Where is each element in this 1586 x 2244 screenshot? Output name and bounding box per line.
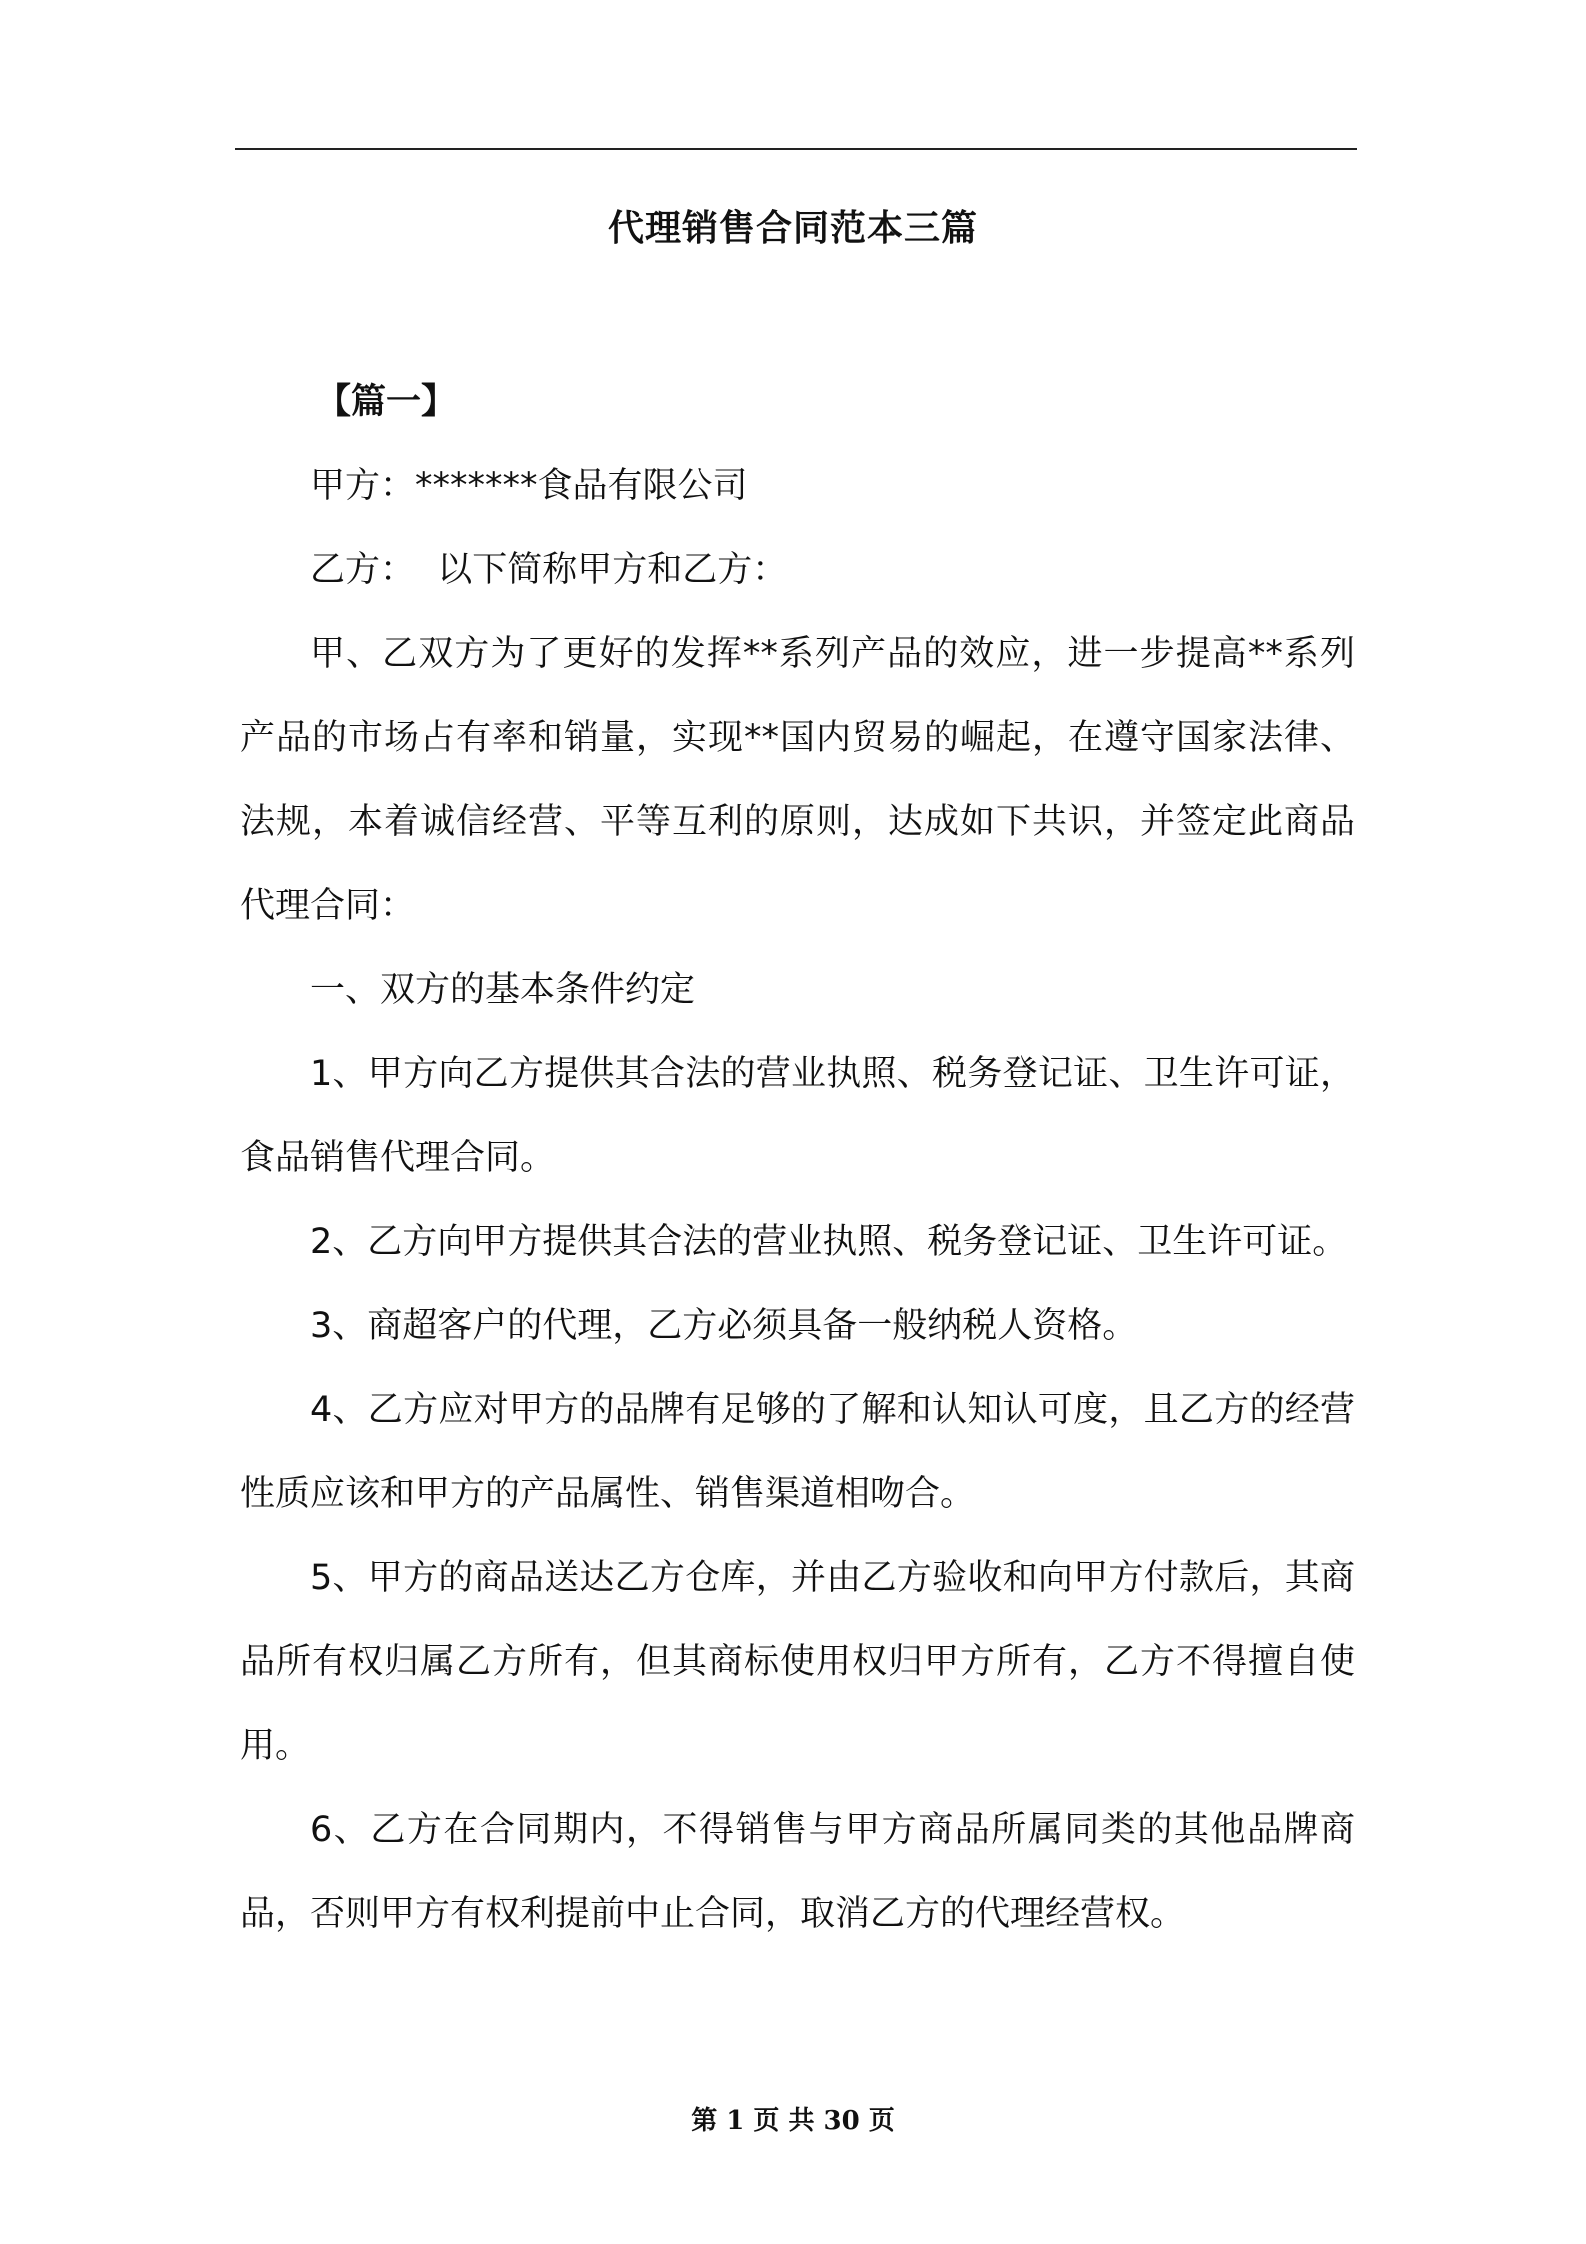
clause-item: 4、乙方应对甲方的品牌有足够的了解和认知认可度，且乙方的经营性质应该和甲方的产品属性、销售渠道相吻合。: [240, 1390, 1355, 1514]
page-number-footer: 第 1 页 共 30 页: [691, 2106, 895, 2136]
party-b-line: [240, 528, 1355, 612]
party-b-label: 乙方：: [310, 550, 416, 590]
clause-item: 2、乙方向甲方提供其合法的营业执照、税务登记证、卫生许可证。: [310, 1222, 1348, 1262]
clause-heading: 一、双方的基本条件约定: [310, 970, 696, 1010]
header-rule: [235, 148, 1357, 150]
section-heading: 【篇一】: [316, 382, 457, 422]
preamble-paragraph: 甲、乙双方为了更好的发挥**系列产品的效应，进一步提高**系列产品的市场占有率和销量，实现**国内贸易的崛起，在遵守国家法律、法规，本着诚信经营、平等互利的原则，达成如下共识，并签定此商品代理合同：: [240, 634, 1355, 926]
clause-item: 1、甲方向乙方提供其合法的营业执照、税务登记证、卫生许可证，食品销售代理合同。: [240, 1054, 1355, 1178]
clause-item: 6、乙方在合同期内，不得销售与甲方商品所属同类的其他品牌商品，否则甲方有权利提前中止合同，取消乙方的代理经营权。: [240, 1810, 1355, 1934]
clause-item: 5、甲方的商品送达乙方仓库，并由乙方验收和向甲方付款后，其商品所有权归属乙方所有，但其商标使用权归甲方所有，乙方不得擅自使用。: [240, 1558, 1355, 1766]
party-a-line: 甲方：*******食品有限公司: [310, 466, 748, 506]
party-b-text: 以下简称甲方和乙方：: [437, 550, 788, 590]
document-body: [240, 360, 1355, 1956]
clause-item: 3、商超客户的代理，乙方必须具备一般纳税人资格。: [310, 1306, 1138, 1346]
document-title: 代理销售合同范本三篇: [607, 208, 978, 249]
